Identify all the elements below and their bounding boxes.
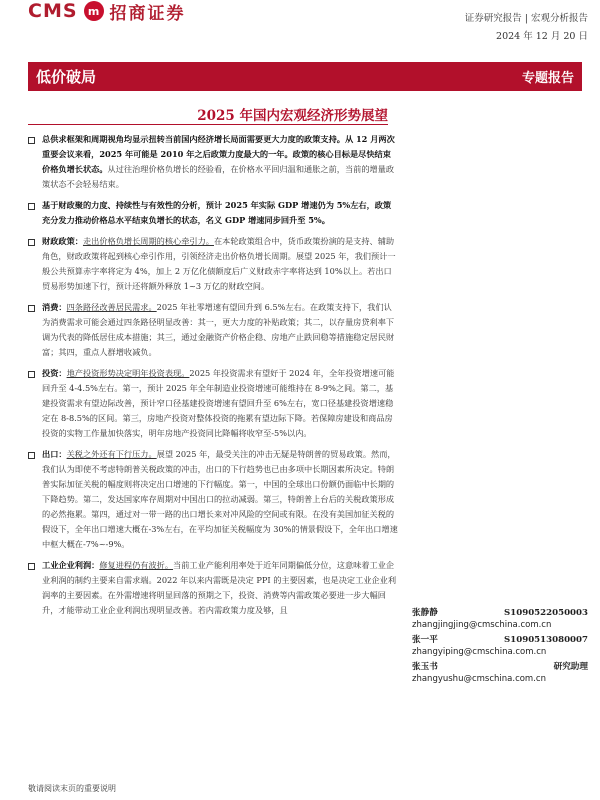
summary-paragraph — [28, 366, 398, 441]
banner-title: 低价破局 — [36, 68, 97, 86]
author-row — [412, 661, 588, 673]
paragraph-text: 2025 年社零增速有望回升到 6.5%左右。在政策支持下，我们认为消费需求可能会通过四条路径明显改善：其一，更大力度的补贴政策；其二，以存量房贷利率下调为代表的降低居住成本措施；其三，通过金融资产价格企稳、房地产止跌回稳等措施稳定居民财富；其四，重点人群增收减负。 — [42, 302, 395, 357]
square-bullet-icon — [28, 371, 35, 378]
square-bullet-icon — [28, 239, 35, 246]
summary-paragraph — [28, 300, 398, 360]
author-role: 研究助理 — [553, 662, 588, 672]
section-banner — [28, 62, 582, 91]
square-bullet-icon — [28, 305, 35, 312]
report-title: 2025 年国内宏观经济形势展望 — [197, 108, 388, 124]
author-row — [412, 634, 588, 646]
paragraph-tag: 出口： — [42, 449, 67, 459]
square-bullet-icon — [28, 137, 35, 144]
paragraph-text: 在本轮政策组合中，货币政策扮演的是支持、辅助角色，财政政策将起到核心牵引作用，引领经济走出价格负增长周期。展望 2025 年，我们预计一般公共预算赤字率将定为 4%，加上 2 万亿化债额度后广义财政赤字率将达到 10%以上。若出口贸易形势加速下行，预计还将额外释放 1~3 万亿的财政空间。 — [42, 236, 396, 291]
summary-content — [28, 132, 398, 624]
square-bullet-icon — [28, 203, 35, 210]
paragraph-subtitle: 四条路径改善居民需求。 — [66, 302, 157, 312]
summary-paragraph — [28, 558, 398, 618]
paragraph-bold: 总供求框架和周期视角均显示扭转当前国内经济增长局面需要更大力度的政策支持。从 12 月两次重要会议来看，2025 年可能是 2010 年之后政策力度最大的一年。政策的核心目标是尽快结束价格负增长状态。 — [42, 134, 395, 174]
paragraph-subtitle: 地产投资形势决定明年投资表现。 — [66, 368, 190, 378]
paragraph-subtitle: 关税之外还有下行压力。 — [66, 449, 157, 459]
summary-paragraph — [28, 447, 398, 552]
paragraph-subtitle: 走出价格负增长周期的核心牵引力。 — [82, 236, 214, 246]
summary-paragraph — [28, 234, 398, 294]
banner-report-type: 专题报告 — [521, 71, 574, 86]
paragraph-tag: 投资： — [42, 368, 67, 378]
author-email[interactable]: zhangyushu@cmschina.com.cn — [412, 674, 546, 684]
document-type: 证券研究报告 | 宏观分析报告 — [464, 13, 588, 24]
paragraph-text: 当前工业产能利用率处于近年同期偏低分位，这意味着工业企业利润的制约主要来自需求端。2022 年以来内需既是决定 PPI 的主要因素，也是决定工业企业利润率的主要因素。在外需增速将明显回落的预期之下，投资、消费等内需政策必要进一步大幅回升，才能带动工业企业利润出现明显改善。若内需政策力度及够，且 — [42, 560, 397, 615]
paragraph-text: 从过往治理价格负增长的经验看，在价格水平回归温和通胀之前，当前的增量政策状态不会轻易结束。 — [42, 164, 395, 189]
paragraph-bold: 基于财政聚的力度、持续性与有效性的分析，预计 2025 年实际 GDP 增速仍为 5%左右，政策充分发力推动价格总水平结束负增长的状态，名义 GDP 增速同步回升至 5%。 — [42, 200, 392, 225]
footer-note: 敬请阅读末页的重要说明 — [28, 784, 116, 793]
title-divider — [28, 124, 388, 125]
logo-text-en: CMS — [28, 0, 78, 22]
author-email[interactable]: zhangjingjing@cmschina.com.cn — [412, 620, 552, 630]
square-bullet-icon — [28, 563, 35, 570]
paragraph-tag: 工业企业利润： — [42, 560, 100, 570]
paragraph-tag: 财政政策： — [42, 236, 83, 246]
author-id: S1090522050003 — [504, 608, 588, 618]
author-email[interactable]: zhangyiping@cmschina.com.cn — [412, 647, 547, 657]
square-bullet-icon — [28, 452, 35, 459]
summary-paragraph — [28, 198, 398, 228]
paragraph-text: 2025 年投资需求有望好于 2024 年，全年投资增速可能回升至 4-4.5%左右。第一，预计 2025 年全年制造业投资增速可能维持在 8-9%之间。第二，基建投资需求有望边际改善，预计窄口径基建投资增速有望回升至 6%左右，宽口径基建投资增速稳定在 8-8.5%的区间。第三，房地产投资对整体投资的拖累有望边际下降。若保障房建设和商品房投资的实物工作量加快落实，明年房地产投资同比降幅将收窄至-5%以内。 — [42, 368, 395, 438]
author-sidebar — [412, 607, 588, 688]
paragraph-subtitle: 修复进程仍有波折。 — [99, 560, 174, 570]
author-id: S1090513080007 — [504, 635, 588, 645]
logo-text-cn: 招商证券 — [109, 3, 186, 24]
paragraph-tag: 消费： — [42, 302, 67, 312]
report-date: 2024 年 12 月 20 日 — [496, 31, 588, 42]
summary-paragraph — [28, 132, 398, 192]
author-name: 张玉书 — [412, 662, 438, 672]
author-name: 张静静 — [412, 608, 438, 618]
logo-badge-icon: m — [84, 1, 104, 21]
company-logo — [28, 0, 186, 22]
author-row — [412, 607, 588, 619]
author-name: 张一平 — [412, 635, 438, 645]
paragraph-text: 展望 2025 年，最受关注的冲击无疑是特朗普的贸易政策。然而，我们认为即使不考虑特朗普关税政策的冲击，出口的下行趋势也已由多项中长期因素所决定。特朗普实际加征关税的幅度则将决定出口增速的下行幅度。第一，中国的全球出口份额仍面临中长期的下降趋势。第二，发达国家库存周期对中国出口的拉动减弱。第三，特朗普上台后的关税政策形成的必然拖累。第四，通过对一带一路的出口增长来对冲风险的空间或有限。在没有美国加征关税的假设下，全年出口增速大概在-3%左右，在平均加征关税幅度为 30%的情景假设下，全年出口增速中枢大概在-7%~-9%。 — [42, 449, 398, 549]
